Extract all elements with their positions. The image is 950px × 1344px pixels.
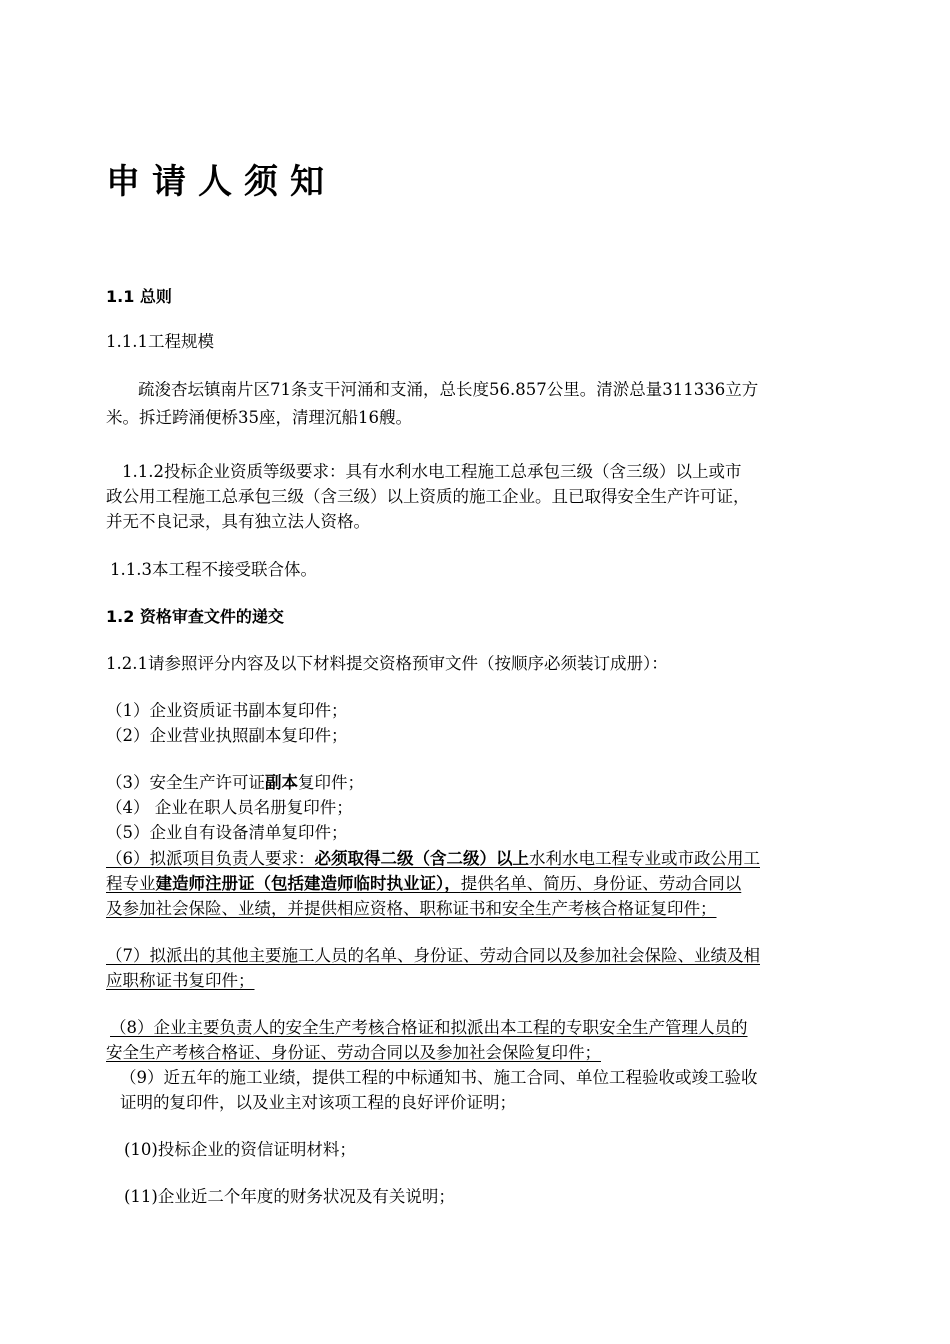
scale-text-line-2: 米。拆迁跨涌便桥35座，清理沉船16艘。	[106, 408, 412, 427]
qualification-line-1: 1.1.2投标企业资质等级要求：具有水利水电工程施工总承包三级（含三级）以上或市	[122, 462, 742, 481]
qualification-line-2: 政公用工程施工总承包三级（含三级）以上资质的施工企业。且已取得安全生产许可证，	[106, 487, 750, 506]
list-item-11: (11)企业近二个年度的财务状况及有关说明；	[124, 1187, 455, 1206]
list-item-6-line-2: 程专业建造师注册证（包括建造师临时执业证），提供名单、简历、身份证、劳动合同以	[106, 874, 742, 893]
list-item-3: （3）安全生产许可证副本复印件；	[106, 773, 364, 792]
list-item-5: （5）企业自有设备清单复印件；	[106, 823, 348, 842]
section-heading-submission: 1.2 资格审查文件的递交	[106, 607, 284, 626]
page-title: 申请人须知	[106, 162, 336, 202]
list-item-7-line-1: （7）拟派出的其他主要施工人员的名单、身份证、劳动合同以及参加社会保险、业绩及相	[106, 946, 760, 965]
list-item-10: (10)投标企业的资信证明材料；	[124, 1140, 356, 1159]
list-item-7-line-2: 应职称证书复印件；	[106, 971, 255, 990]
list-item-8-line-1: （8）企业主要负责人的安全生产考核合格证和拟派出本工程的专职安全生产管理人员的	[110, 1018, 748, 1037]
list-item-9-line-2: 证明的复印件，以及业主对该项工程的良好评价证明；	[120, 1093, 516, 1112]
list-item-6-line-3: 及参加社会保险、业绩，并提供相应资格、职称证书和安全生产考核合格证复印件；	[106, 899, 717, 918]
section-heading-general: 1.1 总则	[106, 287, 172, 306]
submission-instruction: 1.2.1请参照评分内容及以下材料提交资格预审文件（按顺序必须装订成册）：	[106, 654, 668, 673]
list-item-9-line-1: （9）近五年的施工业绩，提供工程的中标通知书、施工合同、单位工程验收或竣工验收	[120, 1068, 758, 1087]
no-consortium-clause: 1.1.3本工程不接受联合体。	[110, 560, 317, 579]
list-item-1: （1）企业资质证书副本复印件；	[106, 701, 348, 720]
subsection-project-scale: 1.1.1工程规模	[106, 332, 214, 351]
list-item-8-line-2: 安全生产考核合格证、身份证、劳动合同以及参加社会保险复印件；	[106, 1043, 601, 1062]
list-item-2: （2）企业营业执照副本复印件；	[106, 726, 348, 745]
qualification-line-3: 并无不良记录，具有独立法人资格。	[106, 512, 370, 531]
list-item-4: （4） 企业在职人员名册复印件；	[106, 798, 353, 817]
list-item-6-line-1: （6）拟派项目负责人要求：必须取得二级（含二级）以上水利水电工程专业或市政公用工	[106, 849, 760, 868]
scale-text-line-1: 疏浚杏坛镇南片区71条支干河涌和支涌，总长度56.857公里。清淤总量311336立方	[138, 380, 759, 399]
